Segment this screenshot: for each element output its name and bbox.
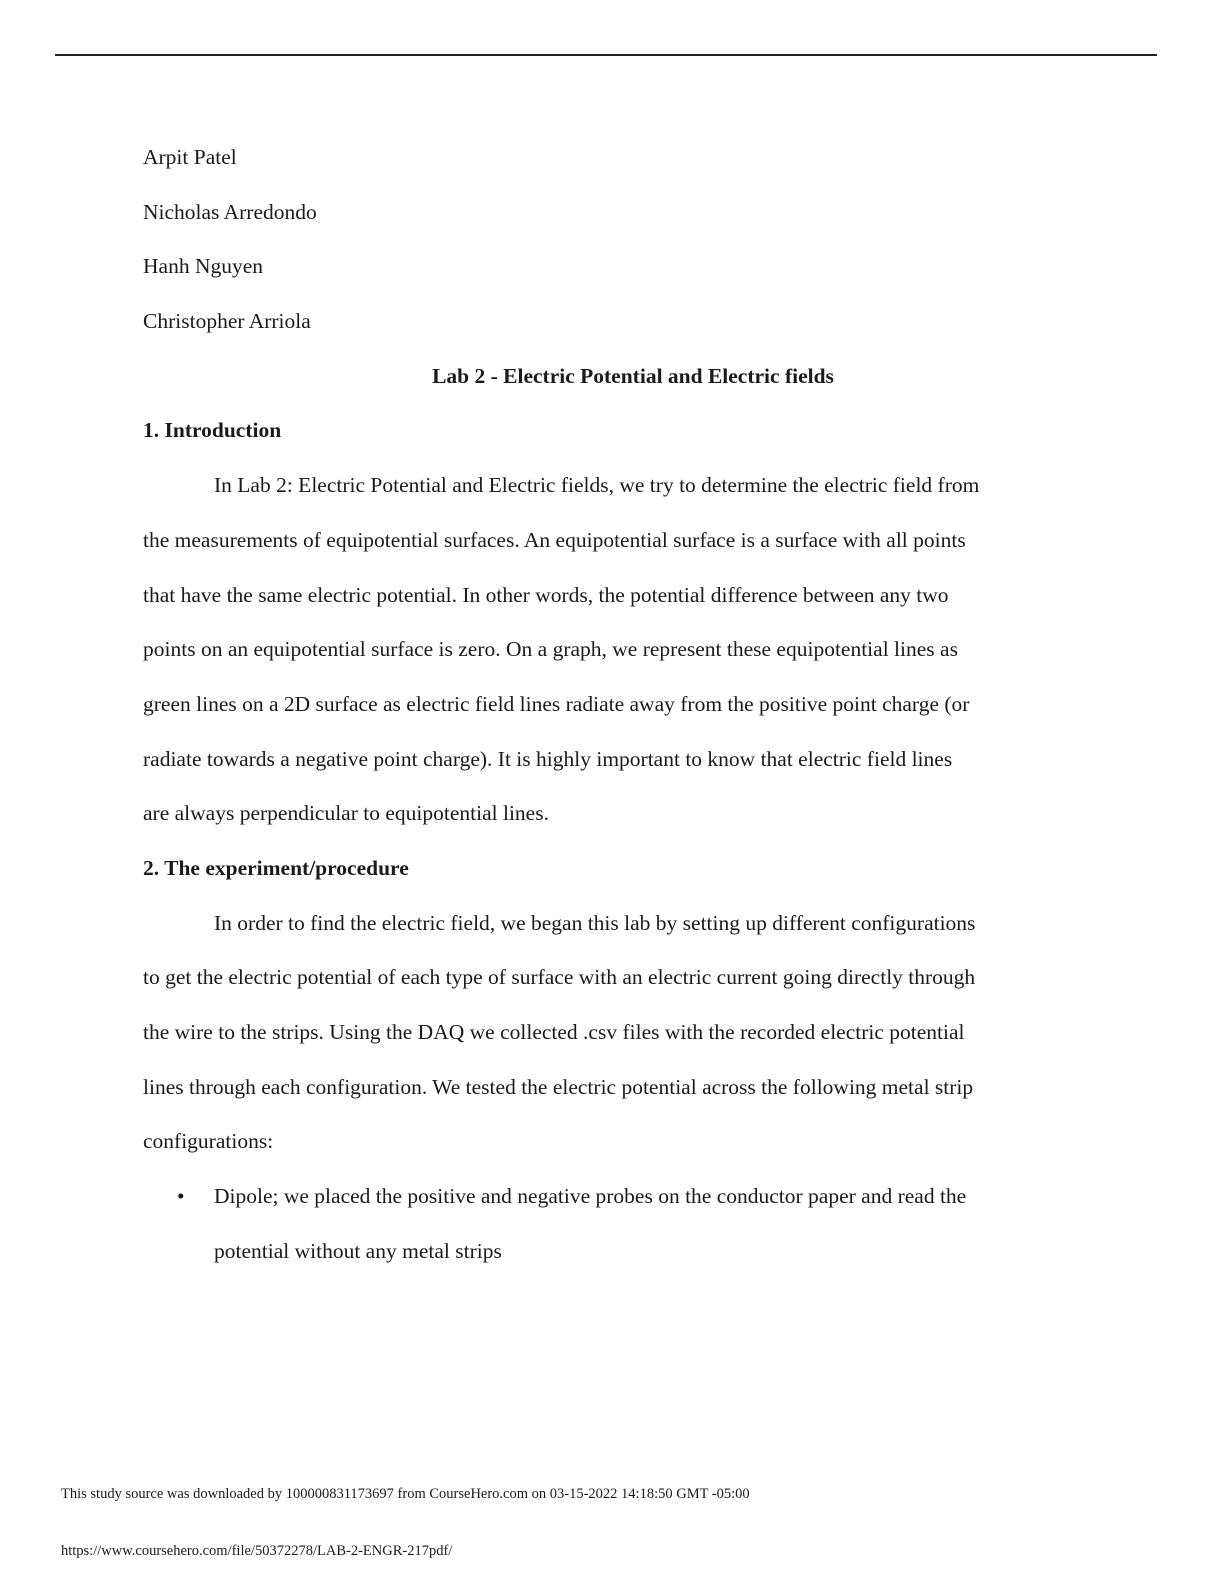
paragraph-line: In order to find the electric field, we began this lab by setting up different configurations	[214, 910, 976, 935]
header-rule	[55, 54, 1157, 56]
bullet-list-item	[143, 1178, 1083, 1233]
paragraph-line: are always perpendicular to equipotential lines.	[143, 801, 549, 826]
paragraph-line: configurations:	[143, 1129, 274, 1154]
paragraph-line: radiate towards a negative point charge). It is highly important to know that electric field lines	[143, 746, 953, 771]
paragraph-line: to get the electric potential of each type of surface with an electric current going directly through	[143, 965, 976, 990]
section-heading-introduction: 1. Introduction	[143, 418, 282, 443]
author-name: Nicholas Arredondo	[143, 199, 317, 224]
paragraph-line: In Lab 2: Electric Potential and Electric fields, we try to determine the electric field from	[214, 473, 980, 498]
author-name: Arpit Patel	[143, 145, 237, 169]
paragraph-line: green lines on a 2D surface as electric field lines radiate away from the positive point charge (or	[143, 691, 970, 716]
bullet-text: Dipole; we placed the positive and negative probes on the conductor paper and read the	[214, 1184, 967, 1209]
bullet-icon: •	[177, 1184, 185, 1209]
paragraph-line: lines through each configuration. We tested the electric potential across the following metal strip	[143, 1074, 974, 1099]
bullet-continuation: potential without any metal strips	[214, 1238, 502, 1263]
paragraph-line: the measurements of equipotential surfaces. An equipotential surface is a surface with all points	[143, 527, 966, 552]
author-name: Hanh Nguyen	[143, 254, 264, 279]
paragraph-line: the wire to the strips. Using the DAQ we collected .csv files with the recorded electric potential	[143, 1020, 965, 1044]
author-name: Christopher Arriola	[143, 309, 311, 334]
paragraph-line: that have the same electric potential. In other words, the potential difference between any two	[143, 582, 949, 607]
document-title: Lab 2 - Electric Potential and Electric fields	[432, 363, 834, 388]
source-url: https://www.coursehero.com/file/50372278/LAB-2-ENGR-217pdf/	[61, 1543, 453, 1559]
document-body	[143, 139, 1083, 1287]
section-heading-procedure: 2. The experiment/procedure	[143, 855, 409, 880]
paragraph-line: points on an equipotential surface is zero. On a graph, we represent these equipotential lines as	[143, 637, 958, 662]
download-notice: This study source was downloaded by 100000831173697 from CourseHero.com on 03-15-2022 14:18:50 GMT -05:00	[61, 1486, 750, 1502]
